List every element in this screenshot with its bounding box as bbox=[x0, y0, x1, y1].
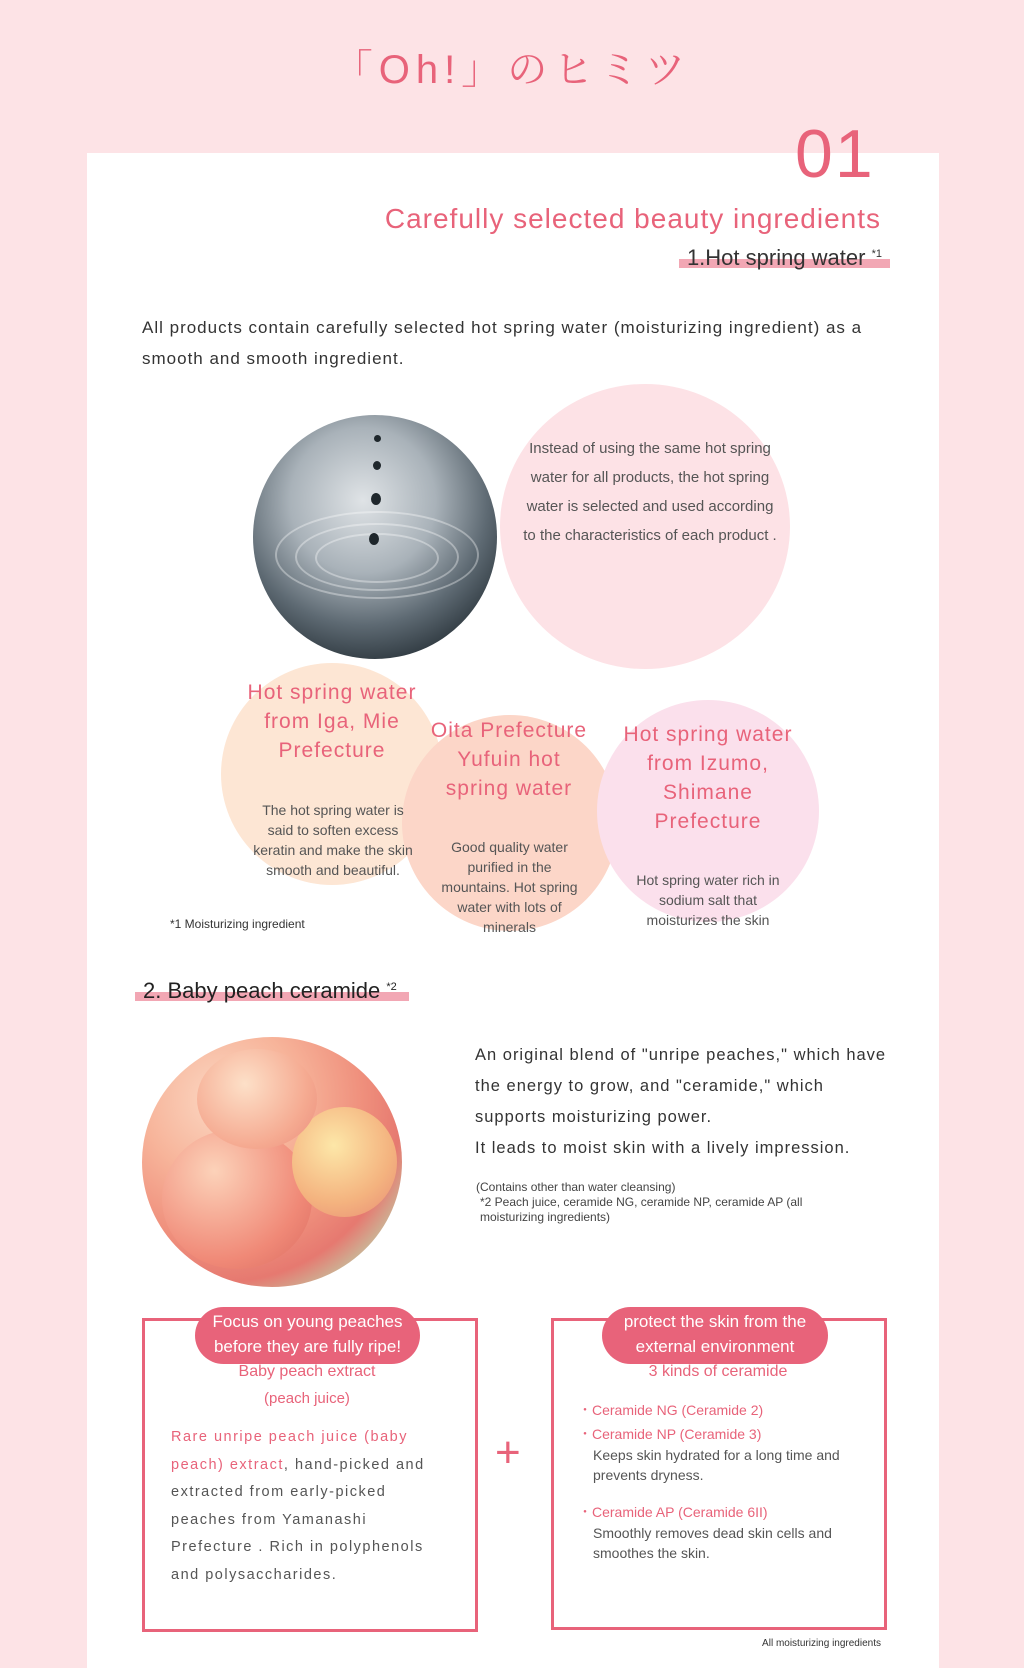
baby-peach-subtitle: (peach juice) bbox=[264, 1390, 350, 1407]
spring-desc-yufuin: Good quality water purified in the mountains. Hot spring water with lots of minerals bbox=[441, 839, 578, 935]
spring-desc-izumo: Hot spring water rich in sodium salt that moisturizes the skin bbox=[636, 872, 780, 928]
ceramide-ap-desc: Smoothly removes dead skin cells and smoothes the skin. bbox=[593, 1525, 832, 1561]
spring-desc-iga: The hot spring water is said to soften excess keratin and make the skin smooth and beautiful. bbox=[253, 802, 413, 878]
ceramide-pill bbox=[602, 1307, 828, 1364]
intro-text: All products contain carefully selected hot spring water (moisturizing ingredient) as a smooth and smooth ingredient. bbox=[142, 318, 863, 368]
subheading-label: 1.Hot spring water bbox=[686, 245, 866, 270]
pill-line-1: protect the skin from the bbox=[623, 1312, 807, 1331]
pill-line-2: before they are fully ripe! bbox=[213, 1337, 402, 1356]
footnote-2: *2 Peach juice, ceramide NG, ceramide NP, ceramide AP (all moisturizing ingredients) bbox=[480, 1195, 803, 1224]
subheading-label: 2. Baby peach ceramide bbox=[143, 978, 381, 1003]
peach-description bbox=[475, 1040, 895, 1164]
ceramide-ng: ・Ceramide NG (Ceramide 2) bbox=[578, 1402, 764, 1418]
baby-peach-description bbox=[171, 1424, 446, 1589]
ceramide-title: 3 kinds of ceramide bbox=[648, 1363, 788, 1380]
spring-title-yufuin: Oita Prefecture Yufuin hot spring water bbox=[430, 719, 588, 800]
ceramide-np-desc: Keeps skin hydrated for a long time and prevents dryness. bbox=[593, 1447, 840, 1483]
baby-peach-pill bbox=[195, 1307, 420, 1364]
description-circle-text: Instead of using the same hot spring water for all products, the hot spring water is selected and used according to the characteristics of each product . bbox=[523, 440, 777, 544]
peach-paragraph-1: An original blend of "unripe peaches," which have the energy to grow, and "ceramide," which supports moisturizing power. bbox=[475, 1046, 887, 1126]
peach-paragraph-2: It leads to moist skin with a lively impression. bbox=[475, 1139, 851, 1157]
baby-peach-title: Baby peach extract bbox=[238, 1363, 376, 1380]
spring-title-izumo: Hot spring water from Izumo, Shimane Prefecture bbox=[623, 723, 793, 833]
description-rest: , hand-picked and extracted from early-picked peaches from Yamanashi Prefecture . Rich in polyphenols and polysaccharides. bbox=[171, 1456, 425, 1583]
pill-line-2: external environment bbox=[635, 1337, 795, 1356]
footnote-marker: *2 bbox=[386, 980, 397, 993]
page-title: 「Oh!」のヒミツ bbox=[332, 48, 692, 92]
subheading-peach-ceramide bbox=[143, 978, 397, 1004]
plus-sign: + bbox=[495, 1428, 521, 1477]
footnote-1: *1 Moisturizing ingredient bbox=[170, 917, 305, 931]
subheading-hot-spring bbox=[687, 245, 882, 271]
footnote-marker: *1 bbox=[871, 247, 882, 260]
ceramide-ap: ・Ceramide AP (Ceramide 6II) bbox=[578, 1504, 768, 1520]
ceramide-np: ・Ceramide NP (Ceramide 3) bbox=[578, 1426, 762, 1442]
contains-note: (Contains other than water cleansing) bbox=[476, 1180, 676, 1194]
section-number: 01 bbox=[795, 116, 875, 192]
pill-line-1: Focus on young peaches bbox=[212, 1312, 403, 1331]
footnote-all-moisturizing: All moisturizing ingredients bbox=[762, 1638, 881, 1649]
highlighted-text: Rare unripe peach juice (baby peach) extract bbox=[171, 1429, 408, 1473]
section-heading: Carefully selected beauty ingredients bbox=[384, 203, 881, 234]
water-drop-image bbox=[253, 415, 497, 659]
spring-title-iga: Hot spring water from Iga, Mie Prefecture bbox=[247, 681, 417, 762]
peach-image bbox=[142, 1037, 402, 1287]
